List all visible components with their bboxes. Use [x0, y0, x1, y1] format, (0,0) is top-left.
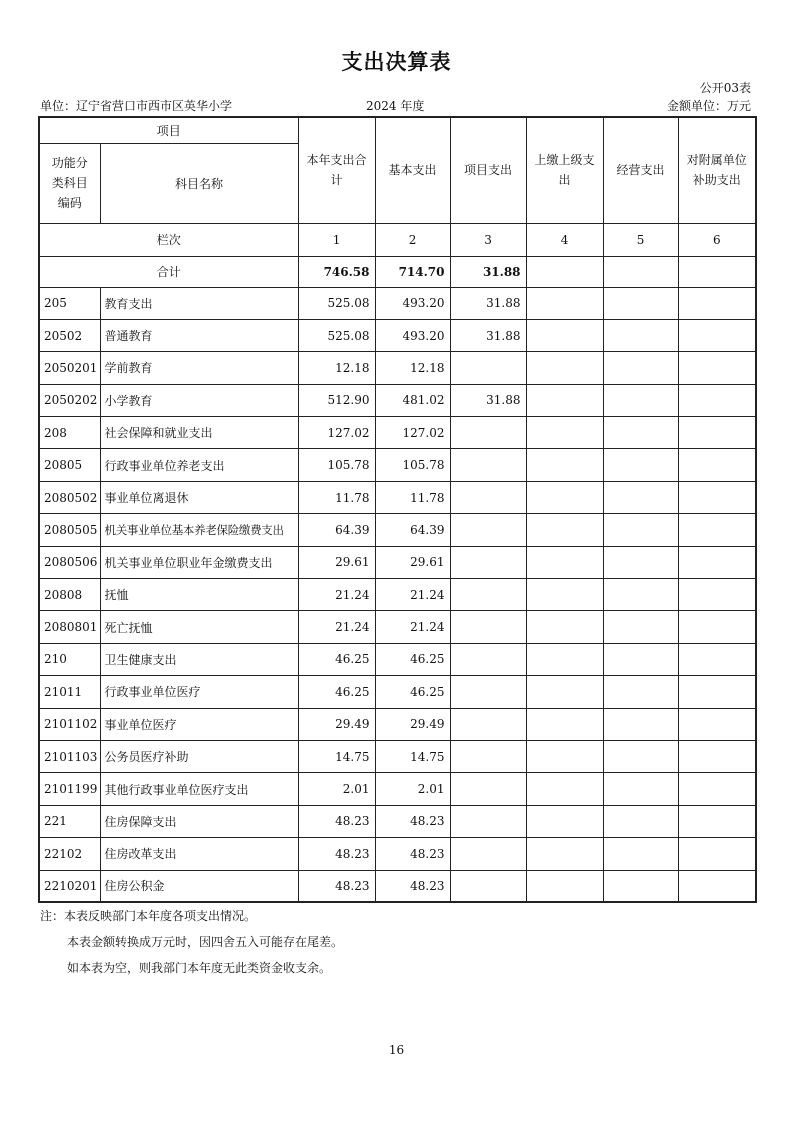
- table-row: [39, 676, 756, 708]
- row-name: 行政事业单位医疗: [100, 676, 298, 708]
- table-row: [39, 773, 756, 805]
- table-row: [39, 611, 756, 643]
- row-code: 2101102: [39, 708, 100, 740]
- row-value: 29.49: [298, 708, 375, 740]
- expenditure-table: [38, 116, 757, 903]
- table-row: [39, 805, 756, 837]
- row-name: 抚恤: [100, 579, 298, 611]
- total-value: [526, 256, 603, 287]
- row-value: [678, 417, 756, 449]
- row-code: 210: [39, 643, 100, 675]
- table-row: [39, 579, 756, 611]
- column-header: 经营支出: [603, 117, 678, 223]
- row-code: 2101199: [39, 773, 100, 805]
- row-name: 普通教育: [100, 319, 298, 351]
- row-name: 住房改革支出: [100, 838, 298, 870]
- row-value: 12.18: [298, 352, 375, 384]
- table-row: [39, 417, 756, 449]
- row-value: 64.39: [298, 514, 375, 546]
- row-value: 512.90: [298, 384, 375, 416]
- note-line: 注：本表反映部门本年度各项支出情况。: [40, 909, 257, 923]
- row-value: 29.61: [298, 546, 375, 578]
- row-value: [603, 417, 678, 449]
- total-value: 714.70: [375, 256, 450, 287]
- row-name: 住房公积金: [100, 870, 298, 902]
- row-value: 525.08: [298, 319, 375, 351]
- row-code: 20502: [39, 319, 100, 351]
- row-value: [678, 708, 756, 740]
- row-value: [526, 352, 603, 384]
- row-value: [678, 449, 756, 481]
- row-value: 48.23: [375, 805, 450, 837]
- row-value: [603, 449, 678, 481]
- row-value: 2.01: [375, 773, 450, 805]
- total-label: 合计: [39, 256, 298, 287]
- row-value: 31.88: [450, 384, 526, 416]
- row-value: 31.88: [450, 319, 526, 351]
- row-value: [603, 611, 678, 643]
- row-value: [450, 449, 526, 481]
- row-name: 其他行政事业单位医疗支出: [100, 773, 298, 805]
- row-value: [526, 417, 603, 449]
- year-label: 2024 年度: [366, 99, 425, 113]
- row-value: [450, 417, 526, 449]
- row-code: 2080506: [39, 546, 100, 578]
- table-row: [39, 319, 756, 351]
- row-value: [450, 676, 526, 708]
- row-value: [450, 740, 526, 772]
- column-header: 本年支出合计: [298, 117, 375, 223]
- row-name: 卫生健康支出: [100, 643, 298, 675]
- row-value: [678, 643, 756, 675]
- row-value: [526, 708, 603, 740]
- row-value: 48.23: [375, 838, 450, 870]
- row-value: [450, 352, 526, 384]
- row-value: [526, 805, 603, 837]
- lanci-number: 3: [450, 223, 526, 256]
- row-value: 46.25: [298, 676, 375, 708]
- row-value: [603, 384, 678, 416]
- row-name: 住房保障支出: [100, 805, 298, 837]
- row-value: [526, 514, 603, 546]
- row-value: [678, 740, 756, 772]
- row-value: 12.18: [375, 352, 450, 384]
- lanci-number: 2: [375, 223, 450, 256]
- row-value: 48.23: [298, 805, 375, 837]
- row-code: 21011: [39, 676, 100, 708]
- column-header: 基本支出: [375, 117, 450, 223]
- code-column-header: 功能分类科目编码: [39, 143, 100, 223]
- row-value: [678, 481, 756, 513]
- total-value: 31.88: [450, 256, 526, 287]
- table-row: [39, 514, 756, 546]
- row-value: [450, 773, 526, 805]
- row-value: [678, 579, 756, 611]
- row-value: [678, 773, 756, 805]
- total-row: [39, 256, 756, 287]
- row-value: 31.88: [450, 287, 526, 319]
- row-value: [678, 319, 756, 351]
- note-line: 本表金额转换成万元时，因四舍五入可能存在尾差。: [67, 935, 344, 949]
- table-row: [39, 708, 756, 740]
- page-number: 16: [388, 1043, 405, 1057]
- row-name: 社会保障和就业支出: [100, 417, 298, 449]
- row-value: [603, 740, 678, 772]
- lanci-number: 4: [526, 223, 603, 256]
- lanci-number: 6: [678, 223, 756, 256]
- row-value: 493.20: [375, 287, 450, 319]
- row-code: 2101103: [39, 740, 100, 772]
- row-value: [526, 643, 603, 675]
- row-value: [450, 708, 526, 740]
- lanci-label: 栏次: [39, 223, 298, 256]
- total-value: 746.58: [298, 256, 375, 287]
- column-header: 项目支出: [450, 117, 526, 223]
- row-name: 小学教育: [100, 384, 298, 416]
- row-value: [603, 319, 678, 351]
- row-value: 481.02: [375, 384, 450, 416]
- row-code: 2080801: [39, 611, 100, 643]
- row-code: 221: [39, 805, 100, 837]
- lanci-number: 5: [603, 223, 678, 256]
- row-value: [526, 287, 603, 319]
- row-code: 20808: [39, 579, 100, 611]
- row-name: 公务员医疗补助: [100, 740, 298, 772]
- unit-label: 单位：辽宁省营口市西市区英华小学: [40, 99, 233, 113]
- row-value: 46.25: [375, 643, 450, 675]
- row-value: [450, 838, 526, 870]
- row-value: 11.78: [298, 481, 375, 513]
- row-value: [526, 611, 603, 643]
- row-value: [450, 870, 526, 902]
- row-value: 11.78: [375, 481, 450, 513]
- row-value: [678, 805, 756, 837]
- table-row: [39, 481, 756, 513]
- form-number: 公开03表: [699, 81, 751, 95]
- row-value: 525.08: [298, 287, 375, 319]
- row-code: 208: [39, 417, 100, 449]
- row-name: 死亡抚恤: [100, 611, 298, 643]
- row-value: 48.23: [298, 838, 375, 870]
- column-header: 上缴上级支出: [526, 117, 603, 223]
- row-name: 学前教育: [100, 352, 298, 384]
- row-code: 2050201: [39, 352, 100, 384]
- row-value: [450, 546, 526, 578]
- row-value: [603, 546, 678, 578]
- note-line: 如本表为空，则我部门本年度无此类资金收支余。: [67, 961, 332, 975]
- row-value: [603, 579, 678, 611]
- row-value: [526, 546, 603, 578]
- row-code: 22102: [39, 838, 100, 870]
- row-name: 机关事业单位基本养老保险缴费支出: [100, 514, 298, 546]
- row-value: [526, 740, 603, 772]
- row-value: 127.02: [375, 417, 450, 449]
- row-value: [450, 514, 526, 546]
- notes: [40, 903, 343, 981]
- row-value: [526, 384, 603, 416]
- row-value: 127.02: [298, 417, 375, 449]
- row-code: 2080505: [39, 514, 100, 546]
- row-value: [603, 643, 678, 675]
- row-value: 2.01: [298, 773, 375, 805]
- row-value: [603, 805, 678, 837]
- row-value: 46.25: [375, 676, 450, 708]
- table-row: [39, 546, 756, 578]
- row-value: [678, 838, 756, 870]
- row-value: 21.24: [375, 611, 450, 643]
- row-value: [526, 838, 603, 870]
- total-value: [603, 256, 678, 287]
- row-value: [603, 514, 678, 546]
- table-row: [39, 643, 756, 675]
- row-value: 14.75: [298, 740, 375, 772]
- row-value: 48.23: [375, 870, 450, 902]
- row-code: 2050202: [39, 384, 100, 416]
- row-value: 48.23: [298, 870, 375, 902]
- row-value: [526, 579, 603, 611]
- row-name: 事业单位医疗: [100, 708, 298, 740]
- name-column-header: 科目名称: [100, 143, 298, 223]
- row-value: [678, 870, 756, 902]
- row-value: [450, 579, 526, 611]
- row-value: [526, 449, 603, 481]
- row-value: [678, 352, 756, 384]
- row-value: 29.61: [375, 546, 450, 578]
- row-value: 46.25: [298, 643, 375, 675]
- column-header: 对附属单位补助支出: [678, 117, 756, 223]
- row-value: [603, 773, 678, 805]
- row-value: [526, 676, 603, 708]
- row-value: [450, 481, 526, 513]
- row-value: 105.78: [298, 449, 375, 481]
- row-value: [526, 481, 603, 513]
- row-value: 14.75: [375, 740, 450, 772]
- row-code: 2210201: [39, 870, 100, 902]
- total-value: [678, 256, 756, 287]
- row-value: [526, 870, 603, 902]
- row-value: [603, 870, 678, 902]
- row-name: 行政事业单位养老支出: [100, 449, 298, 481]
- row-value: [678, 676, 756, 708]
- row-value: [603, 708, 678, 740]
- row-value: [603, 676, 678, 708]
- row-name: 教育支出: [100, 287, 298, 319]
- row-value: 21.24: [375, 579, 450, 611]
- row-value: 21.24: [298, 579, 375, 611]
- row-code: 20805: [39, 449, 100, 481]
- row-value: [450, 611, 526, 643]
- row-value: [603, 838, 678, 870]
- row-value: [526, 773, 603, 805]
- page-title: 支出决算表: [341, 50, 452, 74]
- row-name: 事业单位离退休: [100, 481, 298, 513]
- item-group-header: 项目: [39, 117, 298, 143]
- table-row: [39, 740, 756, 772]
- table-row: [39, 449, 756, 481]
- row-value: [450, 805, 526, 837]
- money-unit-label: 金额单位：万元: [666, 99, 751, 113]
- row-value: [678, 384, 756, 416]
- row-value: [678, 287, 756, 319]
- row-code: 205: [39, 287, 100, 319]
- table-row: [39, 352, 756, 384]
- row-value: [603, 287, 678, 319]
- row-value: [678, 546, 756, 578]
- table-row: [39, 287, 756, 319]
- row-value: 493.20: [375, 319, 450, 351]
- row-value: [526, 319, 603, 351]
- row-value: [678, 514, 756, 546]
- row-value: 64.39: [375, 514, 450, 546]
- row-value: [603, 481, 678, 513]
- table-row: [39, 838, 756, 870]
- lanci-number: 1: [298, 223, 375, 256]
- row-name: 机关事业单位职业年金缴费支出: [100, 546, 298, 578]
- row-value: [450, 643, 526, 675]
- row-value: [678, 611, 756, 643]
- table-row: [39, 384, 756, 416]
- row-code: 2080502: [39, 481, 100, 513]
- row-value: 29.49: [375, 708, 450, 740]
- table-row: [39, 870, 756, 902]
- row-value: 105.78: [375, 449, 450, 481]
- row-value: 21.24: [298, 611, 375, 643]
- row-value: [603, 352, 678, 384]
